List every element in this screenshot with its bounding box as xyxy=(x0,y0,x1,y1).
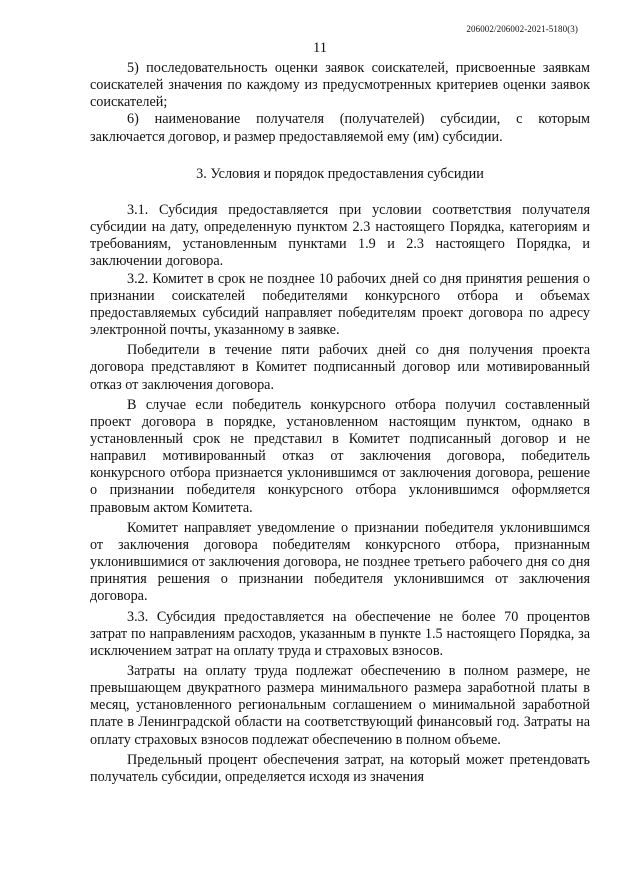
paragraph-item-6: 6) наименование получателя (получателей) субсидии, с которым заключается договор, и размер предоставляемой ему (им) субсидии. xyxy=(90,111,590,145)
paragraph-3-3: 3.3. Субсидия предоставляется на обеспечение не более 70 процентов затрат по направлениям расходов, указанным в пункте 1.5 настоящего Порядка, за исключением затрат на оплату труда и страховых взносов. xyxy=(90,608,590,659)
paragraph-max-percent: Предельный процент обеспечения затрат, на который может претендовать получатель субсидии, определяется исходя из значения xyxy=(90,751,590,785)
paragraph-winners-deadline: Победители в течение пяти рабочих дней со дня получения проекта договора представляют в Комитет подписанный договор или мотивированный отказ от заключения договора. xyxy=(90,342,590,393)
paragraph-3-1: 3.1. Субсидия предоставляется при условии соответствия получателя субсидии на дату, определенную пунктом 2.3 настоящего Порядка, категориям и требованиям, установленным пунктами 1.9 и 2.3 настоящего Порядка, и заключении договора. xyxy=(90,201,590,270)
paragraph-3-2: 3.2. Комитет в срок не позднее 10 рабочих дней со дня принятия решения о признании соискателей победителями конкурсного отбора и объемах предоставляемых субсидий направляет победителям проект договора по адресу электронной почты, указанному в заявке. xyxy=(90,270,590,339)
paragraph-evasion-case: В случае если победитель конкурсного отбора получил составленный проект договора в порядке, установленном настоящим пунктом, однако в установленный срок не представил в Комитет подписанный договор и не направил мотивированный отказ от заключения договора, победитель конкурсного отбора признается уклонившимся от заключения договора, решение о признании победителя конкурсного отбора уклонившимся оформляется правовым актом Комитета. xyxy=(90,396,590,516)
section-title: 3. Условия и порядок предоставления субсидии xyxy=(196,165,484,182)
page-number: 11 xyxy=(313,40,327,56)
paragraph-labor-costs: Затраты на оплату труда подлежат обеспечению в полном размере, не превышающем двукратного размера минимального размера заработной платы в месяц, установленного региональным соглашением о минимальной заработной плате в Ленинградской области на соответствующий финансовый год. Затраты на оплату страховых взносов подлежат обеспечению в полном объеме. xyxy=(90,663,590,748)
paragraph-item-5: 5) последовательность оценки заявок соискателей, присвоенные заявкам соискателей значения по каждому из предусмотренных критериев оценки заявок соискателей; xyxy=(90,60,590,111)
document-id: 206002/206002-2021-5180(3) xyxy=(466,24,578,34)
paragraph-evasion-notice: Комитет направляет уведомление о признании победителя уклонившимся от заключения договора победителям конкурсного отбора, признанным уклонившимися от заключения договора, не позднее третьего рабочего дня со дня принятия решения о признании победителя уклонившимся от заключения договора. xyxy=(90,519,590,605)
document-body xyxy=(90,60,590,786)
